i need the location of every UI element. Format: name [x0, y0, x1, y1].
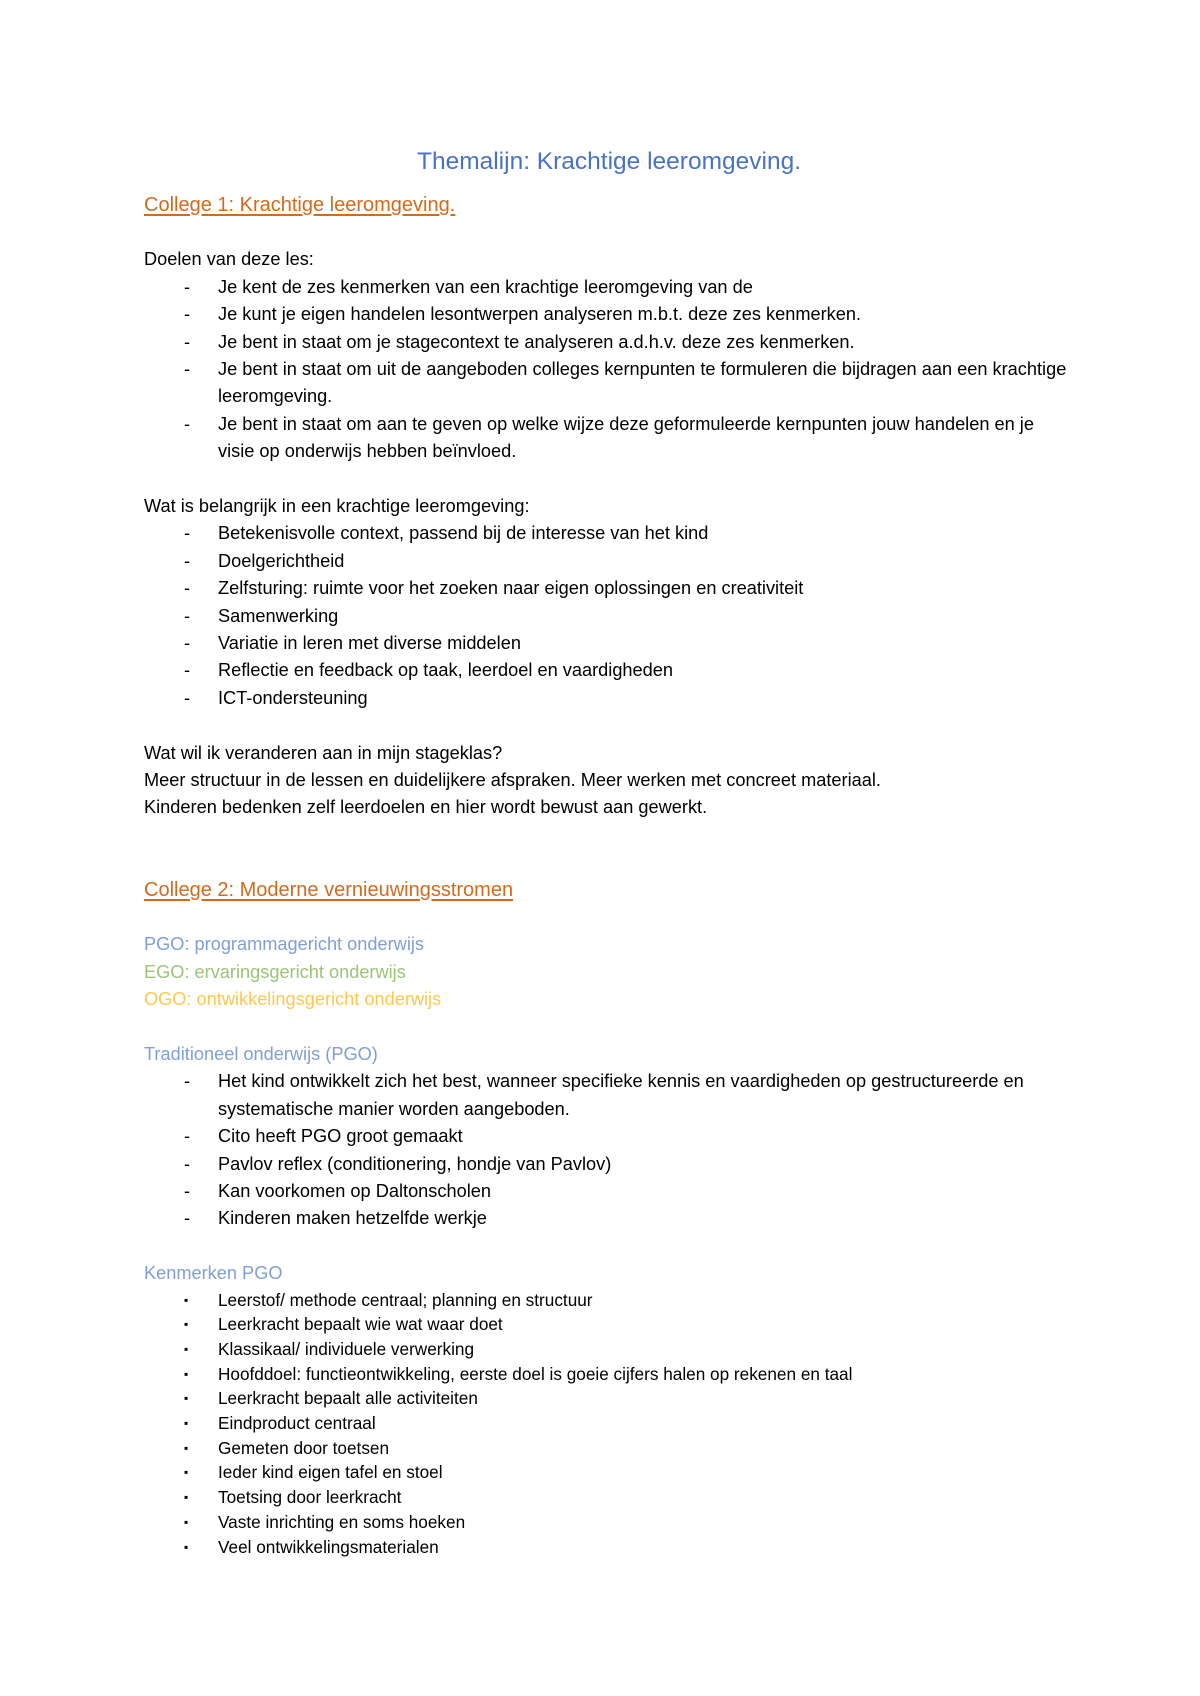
list-item: ▪ Eindproduct centraal: [184, 1413, 376, 1434]
list-item: - Reflectie en feedback op taak, leerdoel en vaardigheden: [184, 660, 674, 681]
traditional-heading: Traditioneel onderwijs (PGO): [144, 1043, 378, 1064]
list-item: - Zelfsturing: ruimte voor het zoeken naar eigen oplossingen en creativiteit: [184, 578, 804, 599]
list-item: ▪ Vaste inrichting en soms hoeken: [184, 1511, 466, 1532]
list-item: - Je bent in staat om uit de aangeboden colleges kernpunten te formuleren die bijdragen aan een krachtige leeromgeving.: [184, 359, 1067, 407]
features-heading: Kenmerken PGO: [144, 1263, 283, 1284]
list-item: ▪ Hoofddoel: functieontwikkeling, eerste doel is goeie cijfers halen op rekenen en taal: [184, 1363, 853, 1384]
change-answer: Meer structuur in de lessen en duidelijkere afspraken. Meer werken met concreet materiaal.: [144, 770, 881, 791]
list-item: - ICT-ondersteuning: [184, 687, 368, 708]
ogo-definition: OGO: ontwikkelingsgericht onderwijs: [144, 989, 442, 1010]
list-item: ▪ Toetsing door leerkracht: [184, 1487, 402, 1508]
list-item: - Kinderen maken hetzelfde werkje: [184, 1208, 487, 1229]
list-item: - Je kent de zes kenmerken van een krachtige leeromgeving van de: [184, 276, 753, 297]
list-item: ▪ Klassikaal/ individuele verwerking: [184, 1338, 475, 1359]
list-item: - Variatie in leren met diverse middelen: [184, 633, 521, 654]
goals-intro: Doelen van deze les:: [144, 249, 314, 270]
college-1-heading: College 1: Krachtige leeromgeving.: [144, 194, 456, 216]
traditional-list: [144, 1068, 1074, 1232]
list-item: - Je bent in staat om je stagecontext te analyseren a.d.h.v. deze zes kenmerken.: [184, 331, 855, 352]
important-intro: Wat is belangrijk in een krachtige leeromgeving:: [144, 496, 530, 517]
important-list: [144, 520, 1074, 712]
list-item: ▪ Veel ontwikkelingsmaterialen: [184, 1536, 439, 1557]
college-2-heading: College 2: Moderne vernieuwingsstromen: [144, 878, 514, 901]
list-item: ▪ Leerstof/ methode centraal; planning en structuur: [184, 1289, 593, 1310]
list-item: - Pavlov reflex (conditionering, hondje van Pavlov): [184, 1153, 612, 1174]
change-question: Wat wil ik veranderen aan in mijn stageklas?: [144, 742, 503, 763]
list-item: ▪ Leerkracht bepaalt alle activiteiten: [184, 1388, 478, 1409]
list-item: - Het kind ontwikkelt zich het best, wanneer specifieke kennis en vaardigheden op gestructureerde en systematische manier worden aangeboden.: [184, 1071, 1024, 1119]
ego-definition: EGO: ervaringsgericht onderwijs: [144, 961, 406, 982]
document-content: [144, 146, 1074, 1559]
list-item: - Samenwerking: [184, 605, 339, 626]
change-answer: Kinderen bedenken zelf leerdoelen en hier wordt bewust aan gewerkt.: [144, 797, 708, 818]
list-item: ▪ Leerkracht bepaalt wie wat waar doet: [184, 1314, 503, 1335]
list-item: ▪ Ieder kind eigen tafel en stoel: [184, 1462, 443, 1483]
list-item: - Cito heeft PGO groot gemaakt: [184, 1126, 463, 1147]
goals-list: [144, 274, 1074, 466]
document-title: Themalijn: Krachtige leeromgeving.: [416, 148, 802, 175]
list-item: - Doelgerichtheid: [184, 550, 345, 571]
list-item: - Je bent in staat om aan te geven op welke wijze deze geformuleerde kernpunten jouw handelen en je visie op onderwijs hebben beïnvloed.: [184, 413, 1034, 462]
list-item: - Kan voorkomen op Daltonscholen: [184, 1180, 491, 1201]
features-list: [144, 1288, 1074, 1560]
list-item: - Je kunt je eigen handelen lesontwerpen analyseren m.b.t. deze zes kenmerken.: [184, 304, 862, 325]
list-item: ▪ Gemeten door toetsen: [184, 1437, 390, 1458]
pgo-definition: PGO: programmagericht onderwijs: [144, 934, 424, 955]
list-item: - Betekenisvolle context, passend bij de interesse van het kind: [184, 523, 709, 544]
